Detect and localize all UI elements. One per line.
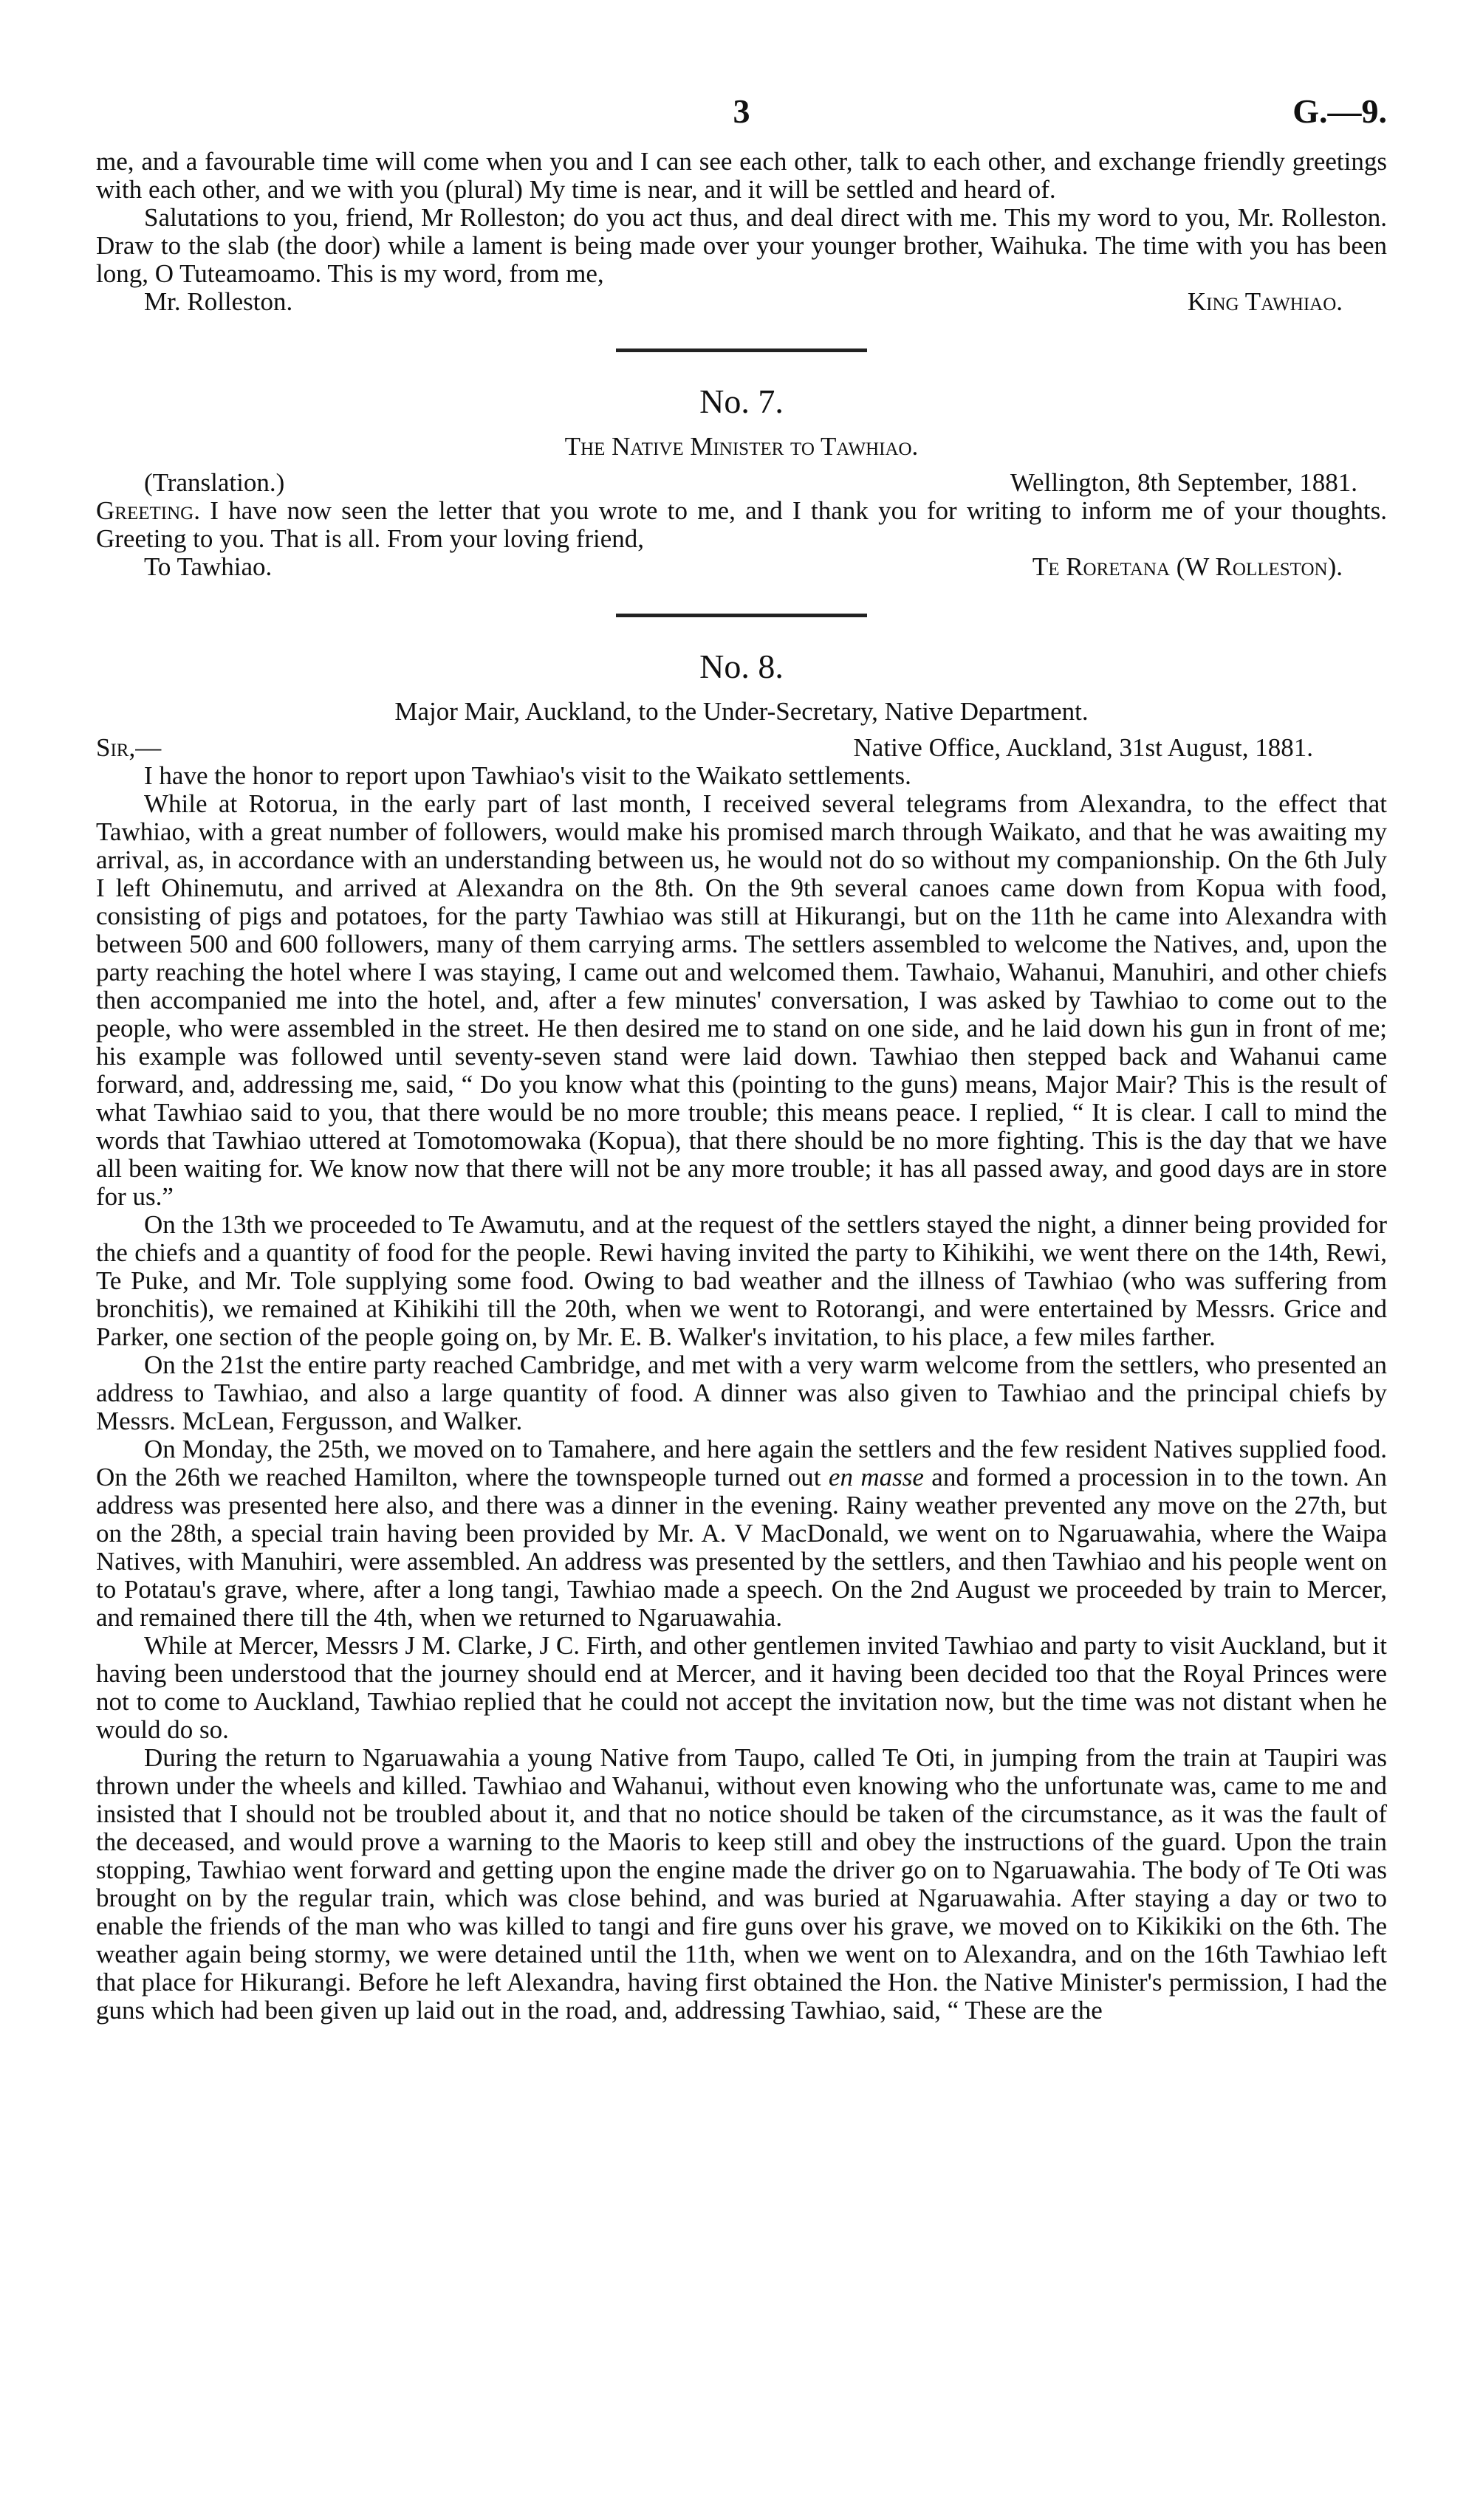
letter-dateline (96, 469, 1387, 497)
paragraph (96, 1435, 1387, 1632)
document-reference: G.—9. (1292, 92, 1387, 130)
paragraph: I have the honor to report upon Tawhiao's visit to the Waikato settlements. (144, 761, 911, 790)
paragraph: On the 13th we proceeded to Te Awamutu, and at the request of the settlers stayed the night, a dinner being provided for the chiefs and a quantity of food for the people. Rewi having invited the party to Kihikihi, we went there on the 14th, Rewi, Te Puke, and Mr. Tole supplying some food. Owing to bad weather and the illness of Tawhiao (who was suffering from bronchitis), we remained at Kihikihi till the 20th, when we went to Rotorangi, and were entertained by Messrs. Grice and Parker, one section of the people going on, by Mr. E. B. Walker's invitation, to his place, a few miles farther. (96, 1210, 1387, 1351)
letter-title: Major Mair, Auckland, to the Under-Secretary, Native Department. (394, 697, 1089, 726)
paragraph: me, and a favourable time will come when you and I can see each other, talk to each other, and exchange friendly greetings with each other, and we with you (plural) My time is near, and it will be settled and heard of. (96, 147, 1387, 204)
signature: Te Roretana (W Rolleston). (1032, 552, 1343, 581)
previous-letter-continuation (96, 148, 1387, 316)
italic-phrase: en masse (828, 1463, 924, 1491)
translation-label: (Translation.) (144, 468, 285, 497)
paragraph: While at Rotorua, in the early part of last month, I received several telegrams from Alexandra, to the effect that Tawhiao, with a great number of followers, would make his promised march through Waikato, and that he was awaiting my arrival, as, in accordance with an understanding between us, he would not do so without my companionship. On the 6th July I left Ohinemutu, and arrived at Alexandra on the 8th. On the 9th several canoes came down from Kopua with food, consisting of pigs and potatoes, for the party Tawhiao was still at Hikurangi, but on the 11th he came into Alexandra with between 500 and 600 followers, many of them carrying arms. The settlers assembled to welcome the Natives, and, upon the party reaching the hotel where I was staying, I came out and welcomed them. Tawhaio, Wahanui, Manuhiri, and other chiefs then accompanied me into the hotel, and, after a few minutes' conversation, I was asked by Tawhiao to come out to the people, who were assembled in the street. He then desired me to stand on one side, and he laid down his gun in front of me; his example was followed until seventy-seven stand were laid down. Tawhiao then stepped back and Wahanui came forward, and, addressing me, said, “ Do you know what this (pointing to the guns) means, Major Mair? This is the result of what Tawhiao said to you, that there would be no more trouble; this means peace. I replied, “ It is clear. I call to mind the words that Tawhiao uttered at Tomotomowaka (Kopua), that there should be no more fighting. This is the day that we have all been waiting for. We know now that there will not be any more trouble; it has all passed away, and good days are in store for us.” (96, 789, 1387, 1211)
section-divider (616, 614, 867, 617)
paragraph: Salutations to you, friend, Mr Rolleston; do you act thus, and deal direct with me. This my word to you, Mr. Rolleston. Draw to the slab (the door) while a lament is being made over your younger brother, Waihuka. The time with you has been long, O Tuteamoamo. This is my word, from me, (96, 203, 1387, 288)
section-divider (616, 349, 867, 352)
place-date: Wellington, 8th September, 1881. (1010, 468, 1357, 497)
paragraph-text: and formed a procession in to the town. An address was presented here also, and there was a dinner in the evening. Rainy weather prevented any move on the 27th, but on the 28th, a special train having been provided by Mr. A. V MacDonald, we went on to Ngaruawahia, where the Waipa Natives, with Manuhiri, were assembled. An address was presented by the settlers, and then Tawhiao and his people went on to Potatau's grave, where, after a long tangi, Tawhiao made a speech. On the 2nd August we proceeded by train to Mercer, and remained there till the 4th, when we returned to Ngaruawahia. (96, 1463, 1388, 1632)
page-number: 3 (733, 92, 750, 130)
greeting-word: Greeting. (96, 496, 200, 525)
place-date: Native Office, Auckland, 31st August, 1881. (853, 733, 1313, 762)
closing-addressee: Mr. Rolleston. (144, 287, 293, 316)
paragraph: While at Mercer, Messrs J M. Clarke, J C. Firth, and other gentlemen invited Tawhiao and party to visit Auckland, but it having been understood that the journey should end at Mercer, and it having been decided too that the Royal Princes were not to come to Auckland, Tawhiao replied that he could not accept the invitation now, but the time was not distant when he would do so. (96, 1631, 1387, 1744)
paragraph: On the 21st the entire party reached Cambridge, and met with a very warm welcome from the settlers, who presented an address to Tawhiao, and also a large quantity of food. A dinner was also given to Tawhiao and the principal chiefs by Messrs. McLean, Fergusson, and Walker. (96, 1350, 1387, 1435)
salutation: Sir,— (96, 733, 162, 762)
letter-no-7 (96, 382, 1387, 581)
paragraph-text: On Monday, the 25th, we moved on to Tamahere, and here again the settlers and the few resident Natives supplied food. On the 26th we reached Hamilton, where the townspeople turned out (96, 1435, 1387, 1491)
page-header (96, 89, 1387, 148)
letter-body (96, 497, 1387, 553)
letter-dateline (96, 734, 1387, 762)
letter-closing (96, 288, 1387, 316)
letter-closing (96, 553, 1387, 581)
letter-title: The Native Minister to Tawhiao. (564, 432, 919, 461)
document-page (96, 89, 1387, 2025)
closing-signature: King Tawhiao. (1187, 287, 1343, 316)
letter-number: No. 7. (699, 382, 784, 420)
letter-no-8 (96, 647, 1387, 2025)
paragraph: During the return to Ngaruawahia a young Native from Taupo, called Te Oti, in jumping from the train at Taupiri was thrown under the wheels and killed. Tawhiao and Wahanui, without even knowing who the unfortunate was, came to me and insisted that I should not be troubled about it, and that no notice should be taken of the circumstance, as it was the fault of the deceased, and would prove a warning to the Maoris to keep still and obey the instructions of the guard. Upon the train stopping, Tawhiao went forward and getting upon the engine made the driver go on to Ngaruawahia. The body of Te Oti was brought on by the regular train, which was close behind, and was buried at Ngaruawahia. After staying a day or two to enable the friends of the man who was killed to tangi and fire guns over his grave, we moved on to Kikikiki on the 6th. The weather again being stormy, we were detained until the 11th, when we went on to Alexandra, and on the 16th Tawhiao left that place for Hikurangi. Before he left Alexandra, having first obtained the Hon. the Native Minister's permission, I had the guns which had been given up laid out in the road, and, addressing Tawhiao, said, “ These are the (96, 1743, 1387, 2025)
letter-body-text: I have now seen the letter that you wrote to me, and I thank you for writing to inform me of your thoughts. Greeting to you. That is all. From your loving friend, (96, 496, 1387, 553)
letter-number: No. 8. (699, 648, 784, 685)
addressee: To Tawhiao. (144, 552, 273, 581)
